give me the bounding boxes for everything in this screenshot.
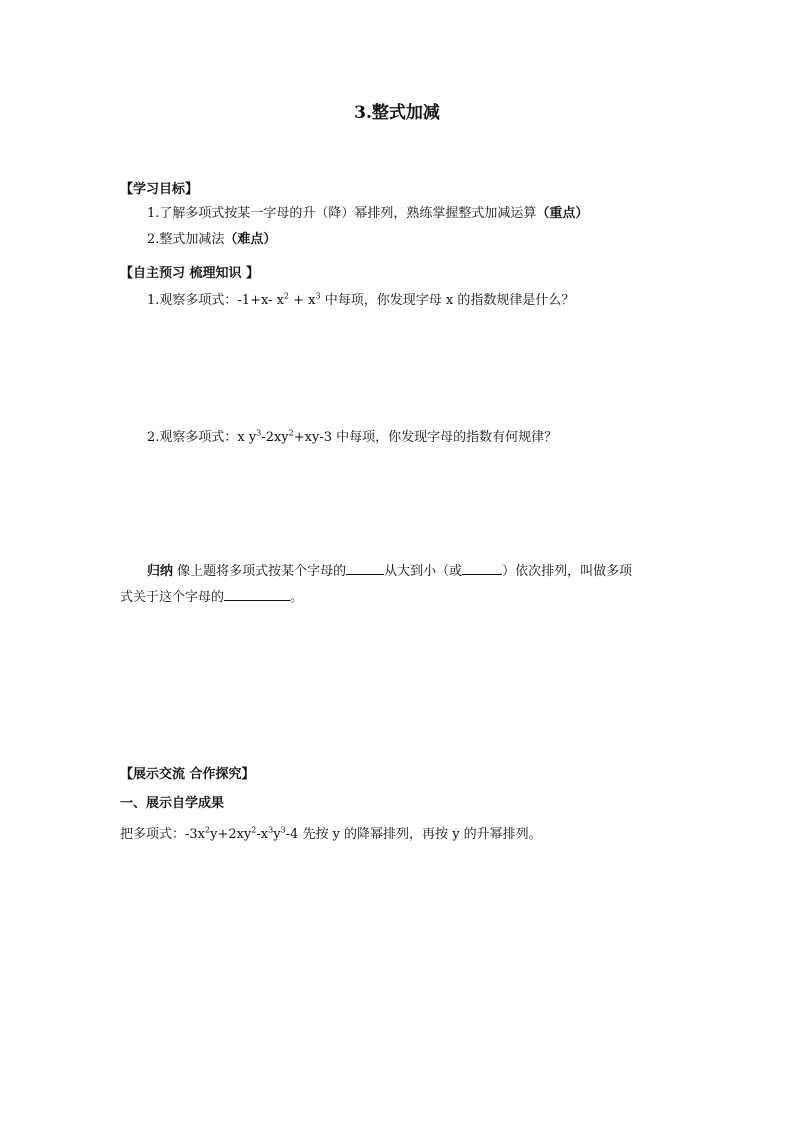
preview-question-2 — [147, 426, 557, 445]
objective-item-1-tag: （重点） — [536, 206, 589, 221]
fill-blank-3[interactable] — [224, 588, 290, 601]
preview-question-1 — [147, 289, 574, 308]
objectives-heading: 【学习目标】 — [120, 182, 199, 197]
task-exponent-2: 2 — [251, 825, 257, 835]
q1-exponent-1: 2 — [283, 291, 290, 301]
fill-blank-1[interactable] — [346, 562, 384, 575]
q2-exponent-1: 3 — [256, 428, 262, 438]
objective-item-2-tag: （难点） — [224, 232, 277, 247]
task-text-e: -4 先按 y 的降幂排列，再按 y 的升幂排列。 — [285, 827, 542, 842]
summary-line-2 — [120, 586, 303, 605]
q1-exponent-2: 3 — [315, 291, 321, 301]
objective-item-1 — [147, 202, 588, 221]
summary-text-d: 式关于这个字母的 — [120, 590, 225, 605]
task-text-b: y+2xy — [210, 827, 252, 842]
summary-text-c: ）依次排列，叫做多项 — [502, 564, 633, 579]
q2-text-b: -2xy — [261, 430, 289, 445]
q1-text-a: 1.观察多项式：-1+x- x — [147, 293, 284, 308]
q1-text-c: 中每项，你发现字母 x 的指数规律是什么？ — [320, 293, 575, 308]
task-exponent-1: 2 — [205, 825, 211, 835]
task-text-d: y — [273, 827, 281, 842]
fill-blank-2[interactable] — [462, 562, 502, 575]
summary-line-1 — [147, 560, 632, 579]
preview-heading: 【自主预习 梳理知识 】 — [120, 266, 260, 281]
summary-text-e: 。 — [290, 590, 304, 605]
q2-text-a: 2.观察多项式：x y — [147, 430, 257, 445]
task-exponent-4: 3 — [280, 825, 286, 835]
objective-item-1-text: 1.了解多项式按某一字母的升（降）幂排列，熟练掌握整式加减运算 — [147, 206, 537, 221]
summary-text-b: 从大到小（或 — [384, 564, 463, 579]
exchange-heading: 【展示交流 合作探究】 — [120, 767, 255, 782]
task-statement — [120, 823, 542, 842]
q2-exponent-2: 2 — [288, 428, 294, 438]
objective-item-2 — [147, 228, 276, 247]
page-title: 3.整式加减 — [354, 103, 440, 123]
section-heading-1: 一、展示自学成果 — [120, 796, 225, 811]
task-text-c: -x — [256, 827, 269, 842]
objective-item-2-text: 2.整式加减法 — [147, 232, 225, 247]
task-text-a: 把多项式：-3x — [120, 827, 205, 842]
q2-text-c: +xy-3 中每项，你发现字母的指数有何规律？ — [293, 430, 558, 445]
task-exponent-3: 3 — [268, 825, 274, 835]
summary-text-a: 像上题将多项式按某个字母的 — [173, 564, 347, 579]
q1-text-b: + x — [289, 293, 316, 308]
summary-label: 归纳 — [147, 564, 174, 579]
